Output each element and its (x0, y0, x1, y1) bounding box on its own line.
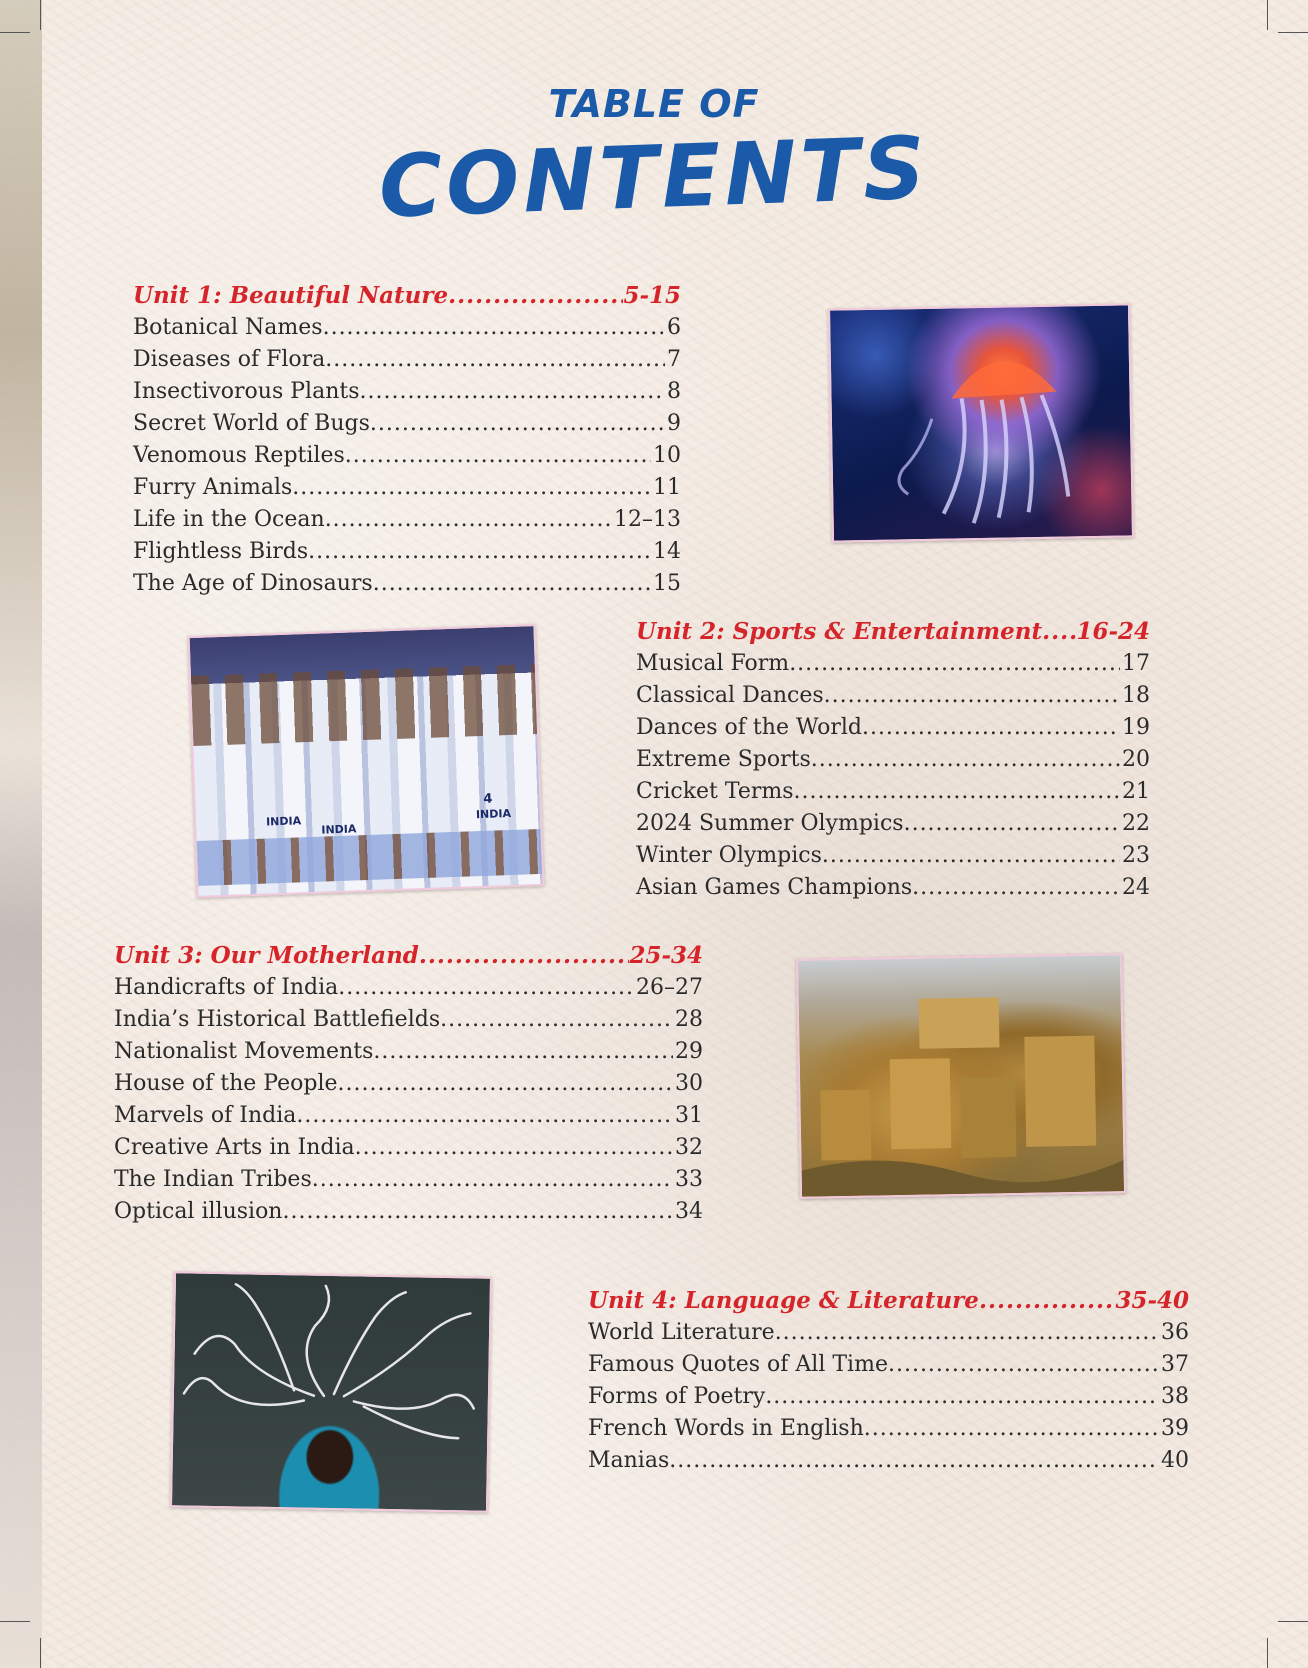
chalk-arrows-illustration (172, 1273, 490, 1510)
leader-dots (373, 568, 651, 600)
entry-title: Handicrafts of India (114, 975, 339, 1000)
entry-page: 28 (675, 1007, 703, 1032)
crop-mark (0, 32, 30, 33)
toc-entry[interactable] (636, 872, 1150, 904)
entry-title: Optical illusion (114, 1199, 283, 1224)
team-photo (188, 624, 545, 898)
entry-title: Extreme Sports (636, 747, 811, 772)
jersey-text: INDIA (475, 806, 512, 822)
toc-entry[interactable] (133, 440, 681, 472)
toc-entry[interactable] (114, 1036, 703, 1068)
leader-dots (888, 1349, 1159, 1381)
entry-title: Furry Animals (133, 475, 293, 500)
team-shorts (197, 829, 542, 886)
toc-entry[interactable] (636, 712, 1150, 744)
crop-mark (40, 1638, 41, 1668)
unit-heading[interactable] (588, 1285, 1189, 1317)
toc-entry[interactable] (114, 972, 703, 1004)
unit-heading[interactable] (133, 280, 681, 312)
entry-page: 17 (1122, 651, 1150, 676)
leader-dots (794, 776, 1120, 808)
entry-page: 23 (1122, 843, 1150, 868)
entry-page: 15 (653, 571, 681, 596)
entry-title: Botanical Names (133, 315, 323, 340)
unit-heading[interactable] (114, 940, 703, 972)
leader-dots (323, 312, 665, 344)
jersey-text: INDIA (321, 822, 357, 837)
toc-entry[interactable] (636, 680, 1150, 712)
toc-entry[interactable] (588, 1317, 1189, 1349)
unit-title: Unit 3: Our Motherland (114, 942, 419, 969)
entry-page: 29 (675, 1039, 703, 1064)
team-players (191, 664, 537, 746)
toc-entry[interactable] (636, 744, 1150, 776)
unit-4-section (588, 1285, 1189, 1477)
entry-page: 10 (653, 443, 681, 468)
entry-title: Diseases of Flora (133, 347, 326, 372)
fort-illustration (798, 955, 1124, 1197)
entry-title: Famous Quotes of All Time (588, 1352, 888, 1377)
toc-entry[interactable] (114, 1100, 703, 1132)
leader-dots (862, 712, 1120, 744)
entry-title: Forms of Poetry (588, 1384, 766, 1409)
leader-dots (373, 1036, 673, 1068)
leader-dots (440, 1004, 673, 1036)
toc-entry[interactable] (133, 312, 681, 344)
crop-mark (40, 0, 41, 30)
entry-page: 12–13 (614, 507, 681, 532)
leader-dots (345, 440, 651, 472)
entry-title: Marvels of India (114, 1103, 297, 1128)
entry-title: Venomous Reptiles (133, 443, 345, 468)
entry-page: 30 (675, 1071, 703, 1096)
entry-page: 32 (675, 1135, 703, 1160)
toc-entry[interactable] (114, 1196, 703, 1228)
entry-title: World Literature (588, 1320, 775, 1345)
leader-dots (325, 504, 612, 536)
entry-page: 20 (1122, 747, 1150, 772)
unit-page-range: 5-15 (623, 282, 681, 309)
entry-page: 40 (1161, 1448, 1189, 1473)
entry-title: Classical Dances (636, 683, 824, 708)
entry-page: 36 (1161, 1320, 1189, 1345)
crop-mark (0, 1621, 30, 1622)
entry-page: 11 (653, 475, 681, 500)
leader-dots (338, 1068, 673, 1100)
entry-page: 26–27 (636, 975, 703, 1000)
leader-dots (312, 1164, 673, 1196)
leader-dots (282, 1196, 673, 1228)
leader-dots (370, 408, 665, 440)
entry-title: Creative Arts in India (114, 1135, 355, 1160)
entry-title: Nationalist Movements (114, 1039, 374, 1064)
toc-entry[interactable] (114, 1164, 703, 1196)
leader-dots (912, 872, 1120, 904)
toc-entry[interactable] (636, 648, 1150, 680)
entry-page: 37 (1161, 1352, 1189, 1377)
leader-dots (355, 1132, 673, 1164)
leader-dots (775, 1317, 1159, 1349)
entry-title: Asian Games Champions (636, 875, 913, 900)
entry-title: India’s Historical Battlefields (114, 1007, 441, 1032)
entry-title: Winter Olympics (636, 843, 822, 868)
entry-page: 38 (1161, 1384, 1189, 1409)
leader-dots (669, 1445, 1159, 1477)
toc-entry[interactable] (133, 504, 681, 536)
crop-mark (1267, 1638, 1268, 1668)
entry-title: Insectivorous Plants (133, 379, 360, 404)
leader-dots (292, 472, 651, 504)
toc-entry[interactable] (133, 568, 681, 600)
toc-entry[interactable] (636, 776, 1150, 808)
entry-page: 18 (1122, 683, 1150, 708)
jersey-number: 4 (483, 791, 493, 807)
leader-dots (789, 648, 1120, 680)
entry-title: Dances of the World (636, 715, 862, 740)
unit-page-range: 35-40 (1115, 1287, 1189, 1314)
toc-entry[interactable] (133, 344, 681, 376)
toc-entry[interactable] (133, 472, 681, 504)
toc-entry[interactable] (588, 1413, 1189, 1445)
toc-entry[interactable] (588, 1445, 1189, 1477)
toc-entry[interactable] (114, 1068, 703, 1100)
leader-dots (822, 840, 1120, 872)
entry-page: 31 (675, 1103, 703, 1128)
entry-title: Cricket Terms (636, 779, 794, 804)
page-title: CONTENTS (377, 118, 931, 238)
entry-page: 21 (1122, 779, 1150, 804)
leader-dots (904, 808, 1120, 840)
unit-2-section (636, 616, 1150, 904)
entry-page: 8 (667, 379, 681, 404)
toc-entry[interactable] (133, 536, 681, 568)
toc-entry[interactable] (114, 1132, 703, 1164)
toc-entry[interactable] (133, 376, 681, 408)
toc-entry[interactable] (133, 408, 681, 440)
toc-entry[interactable] (636, 808, 1150, 840)
entry-page: 39 (1161, 1416, 1189, 1441)
entry-title: House of the People (114, 1071, 338, 1096)
entry-title: Flightless Birds (133, 539, 309, 564)
entry-page: 7 (667, 347, 681, 372)
jellyfish-photo (828, 303, 1134, 542)
entry-title: The Age of Dinosaurs (133, 571, 373, 596)
toc-entry[interactable] (588, 1349, 1189, 1381)
leader-dots (864, 1413, 1159, 1445)
unit-title: Unit 4: Language & Literature (588, 1287, 979, 1314)
entry-title: The Indian Tribes (114, 1167, 312, 1192)
unit-page-range: 16-24 (1076, 618, 1150, 645)
unit-title: Unit 2: Sports & Entertainment (636, 618, 1043, 645)
entry-page: 9 (667, 411, 681, 436)
title-line-1: TABLE OF (548, 82, 760, 126)
entry-page: 24 (1122, 875, 1150, 900)
leader-dots (811, 744, 1120, 776)
entry-title: Life in the Ocean (133, 507, 325, 532)
crop-mark (1278, 1621, 1308, 1622)
entry-page: 19 (1122, 715, 1150, 740)
entry-title: Musical Form (636, 651, 790, 676)
leader-dots (824, 680, 1120, 712)
entry-title: Manias (588, 1448, 670, 1473)
leader-dots (765, 1381, 1159, 1413)
leader-dots (308, 536, 651, 568)
leader-dots (979, 1285, 1116, 1317)
entry-page: 6 (667, 315, 681, 340)
entry-title: 2024 Summer Olympics (636, 811, 904, 836)
unit-1-section (133, 280, 681, 600)
leader-dots (448, 280, 623, 312)
unit-3-section (114, 940, 703, 1228)
toc-entry[interactable] (114, 1004, 703, 1036)
crop-mark (1267, 0, 1268, 30)
unit-page-range: 25-34 (629, 942, 703, 969)
unit-heading[interactable] (636, 616, 1150, 648)
entry-page: 14 (653, 539, 681, 564)
toc-entry[interactable] (636, 840, 1150, 872)
jellyfish-illustration (830, 305, 1132, 540)
crop-mark (1278, 32, 1308, 33)
fort-photo (796, 953, 1126, 1199)
leader-dots (296, 1100, 673, 1132)
entry-title: Secret World of Bugs (133, 411, 370, 436)
leader-dots (325, 344, 665, 376)
leader-dots (419, 940, 630, 972)
confused-person-photo (170, 1271, 492, 1513)
unit-title: Unit 1: Beautiful Nature (133, 282, 449, 309)
entry-page: 33 (675, 1167, 703, 1192)
jersey-text: INDIA (265, 814, 302, 829)
entry-title: French Words in English (588, 1416, 864, 1441)
leader-dots (360, 376, 665, 408)
toc-entry[interactable] (588, 1381, 1189, 1413)
leader-dots (338, 972, 634, 1004)
entry-page: 34 (675, 1199, 703, 1224)
leader-dots (1042, 616, 1076, 648)
entry-page: 22 (1122, 811, 1150, 836)
